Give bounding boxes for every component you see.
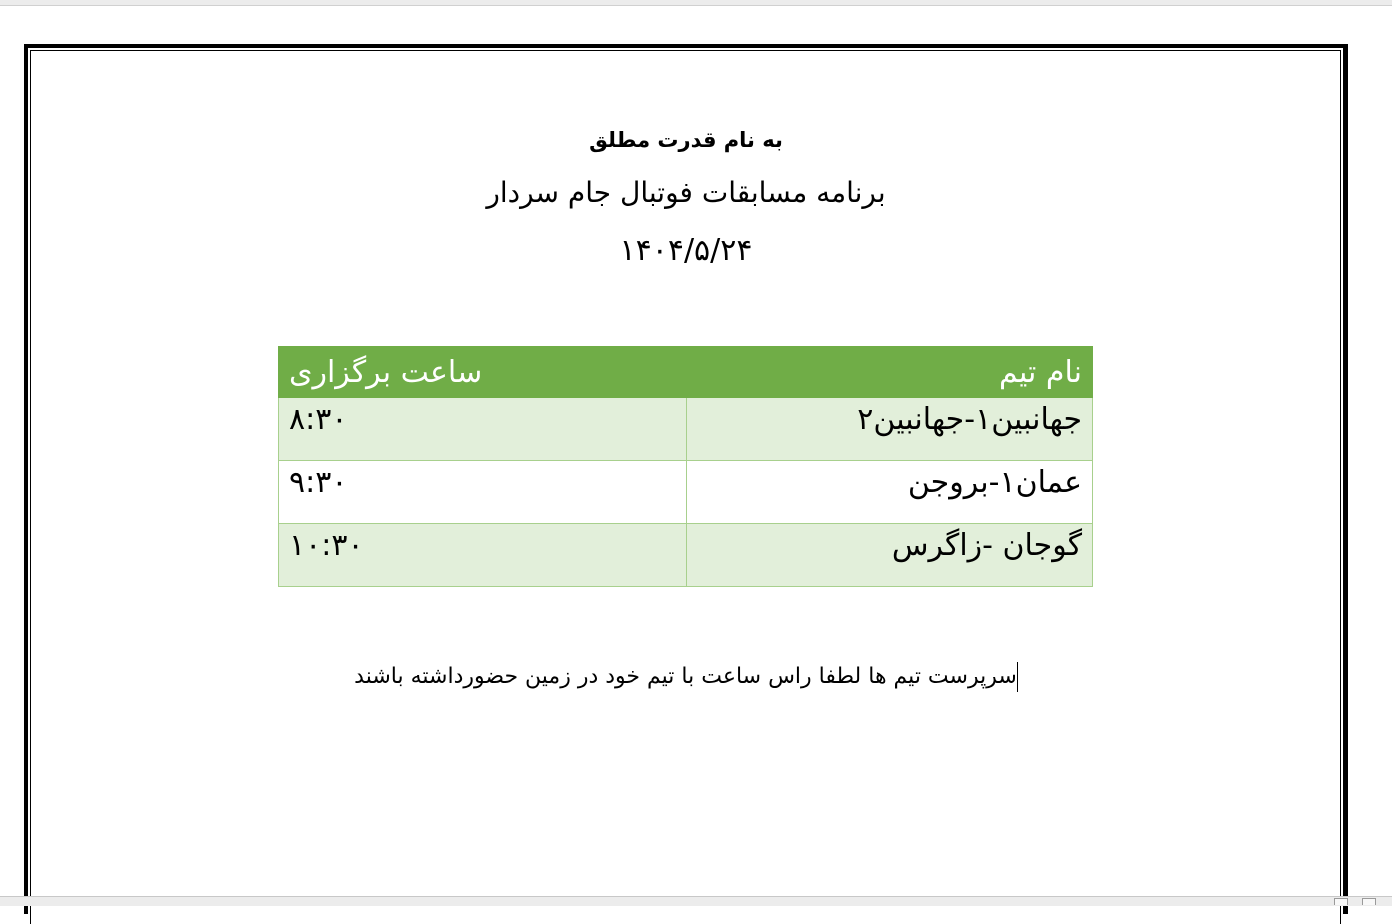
document-date[interactable]: ۱۴۰۴/۵/۲۴ [619,233,753,268]
team-cell[interactable]: جهانبین۱-جهانبین۲ [687,398,1093,461]
time-cell[interactable]: ۹:۳۰ [279,461,687,524]
document-page[interactable] [24,44,1348,914]
header-team-name[interactable]: نام تیم [687,347,1093,398]
table-header-row [279,347,1093,398]
team-cell[interactable]: گوجان -زاگرس [687,524,1093,587]
top-ruler-strip [0,0,1392,6]
table-row [279,524,1093,587]
table-row [279,398,1093,461]
team-cell[interactable]: عمان۱-بروجن [687,461,1093,524]
read-mode-icon[interactable] [1334,898,1348,905]
note-text: سرپرست تیم ها لطفا راس ساعت با تیم خود در زمین حضورداشته باشند [354,664,1017,689]
table-row [279,461,1093,524]
document-title[interactable]: برنامه مسابقات فوتبال جام سردار [486,176,886,209]
document-heading[interactable]: به نام قدرت مطلق [589,128,783,152]
time-cell[interactable]: ۱۰:۳۰ [279,524,687,587]
schedule-table[interactable] [278,346,1093,587]
text-cursor [1017,662,1018,692]
note-paragraph[interactable] [28,662,1344,692]
header-match-time[interactable]: ساعت برگزاری [279,347,687,398]
time-cell[interactable]: ۸:۳۰ [279,398,687,461]
print-layout-icon[interactable] [1362,898,1376,905]
